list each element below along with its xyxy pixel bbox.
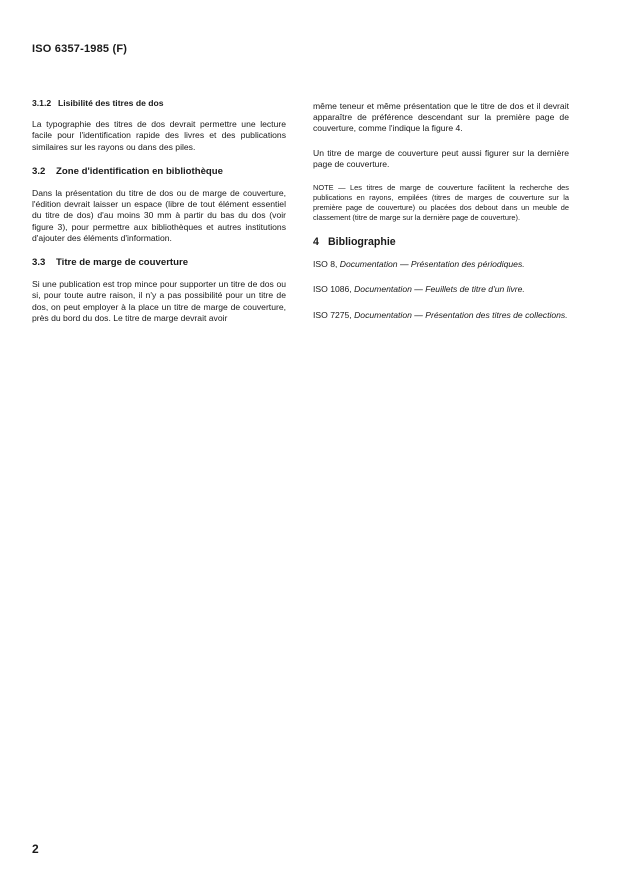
standard-title: Documentation — Présentation des périodiques.: [339, 259, 525, 270]
left-column: [32, 98, 286, 337]
right-column: [313, 101, 569, 335]
section-3-2-heading: [32, 166, 286, 177]
bibliography-entry: [313, 259, 569, 270]
section-4-heading: [313, 237, 569, 248]
section-title: Lisibilité des titres de dos: [58, 98, 164, 108]
section-title: Titre de marge de couverture: [56, 257, 189, 269]
bibliography-entry: [313, 310, 569, 321]
standard-title: Documentation — Feuillets de titre d'un livre.: [354, 284, 525, 295]
standard-code: ISO 1086,: [313, 284, 352, 295]
section-number: 4: [313, 236, 319, 249]
bibliography-entry: [313, 284, 569, 295]
section-3-3-heading: [32, 257, 286, 268]
page-number: 2: [32, 842, 39, 856]
document-header: ISO 6357-1985 (F): [32, 43, 128, 55]
standard-title: Documentation — Présentation des titres de collections.: [354, 309, 568, 320]
note-text: NOTE — Les titres de marge de couverture facilitent la recherche des publications en rayons, empilées (titres de marges de couverture sur la première page de couverture) ou placées dos debout dans un meuble de classement (titre de marge sur la dernière page de couverture).: [313, 183, 569, 223]
paragraph-text: Un titre de marge de couverture peut aussi figurer sur la dernière page de couverture.: [313, 147, 569, 169]
continuation-text: même teneur et même présentation que le titre de dos et il devrait apparaître de préférence descendant sur la première page de couverture, comme l'indique la figure 4.: [313, 101, 569, 134]
section-3-2-text: Dans la présentation du titre de dos ou de marge de couverture, l'édition devrait laisser un espace (libre de tout élément essentiel du titre de dos) d'au moins 30 mm à partir du bas du dos (voir figure 3), pour permettre aux bibliothèques et autres institutions d'ajouter des éléments d'information.: [32, 188, 286, 243]
section-number: 3.1.2: [32, 98, 52, 108]
section-3-3-text: Si une publication est trop mince pour supporter un titre de dos ou si, pour toute autre raison, il n'y a pas possibilité pour un titre de dos, on peut employer à la place un titre de marge de couverture, près du bord du dos. Le titre de marge devrait avoir: [32, 279, 286, 323]
standard-code: ISO 8,: [313, 259, 338, 270]
section-number: 3.3: [32, 257, 46, 269]
section-3-1-2-heading: [32, 98, 286, 109]
standard-code: ISO 7275,: [313, 309, 352, 320]
section-title: Zone d'identification en bibliothèque: [56, 165, 223, 177]
section-title: Bibliographie: [328, 236, 396, 249]
section-3-1-2-text: La typographie des titres de dos devrait permettre une lecture facile pour l'identification rapide des livres et des publications similaires sur les rayons ou dans des piles.: [32, 119, 286, 152]
section-number: 3.2: [32, 165, 46, 177]
